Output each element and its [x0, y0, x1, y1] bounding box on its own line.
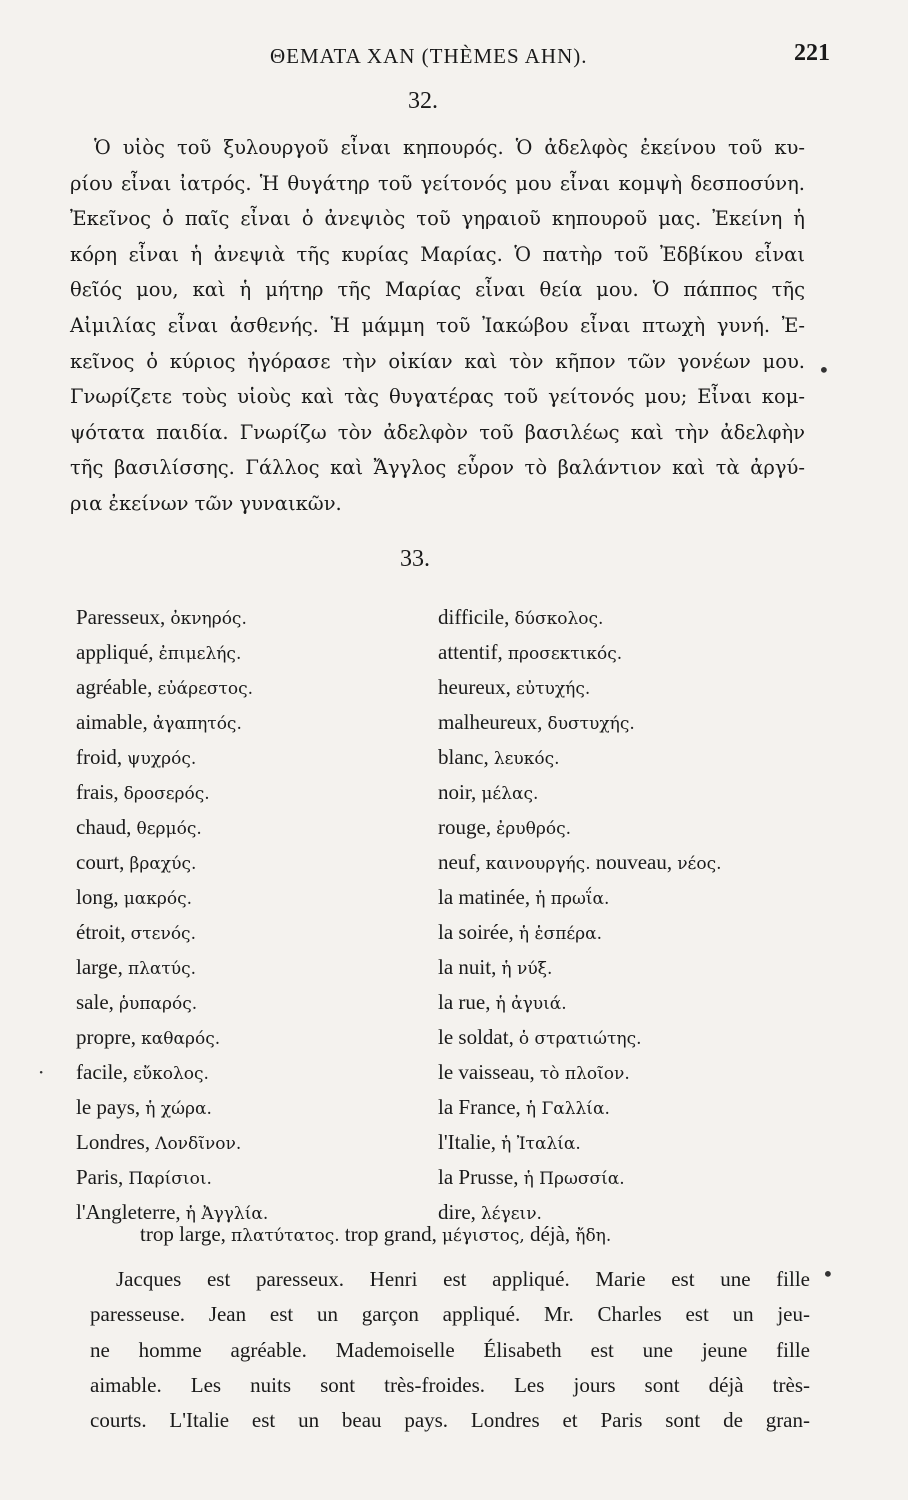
vocab-entry: [438, 1125, 818, 1160]
french-word: malheureux,: [438, 710, 543, 734]
french-word: le vaisseau,: [438, 1060, 535, 1084]
text-line: paresseuse. Jean est un garçon appliqué. Mr. Charles est un jeu-: [90, 1302, 810, 1327]
greek-word: ἀγαπητός.: [152, 714, 242, 734]
vocab-entry: [76, 1090, 436, 1125]
text-line: ρίου εἶναι ἰατρός. Ἡ θυγάτηρ τοῦ γείτονός μου εἶναι κομψὴ δεσποσύνη.: [70, 171, 805, 195]
greek-word: βραχύς.: [129, 854, 197, 874]
french-word: chaud,: [76, 815, 132, 839]
text-line: ρια ἐκείνων τῶν γυναικῶν.: [70, 491, 342, 515]
page-number: 221: [794, 40, 830, 66]
vocab-entry: [76, 705, 436, 740]
greek-word: καινουργής.: [485, 854, 591, 874]
greek-word: ἡ ἑσπέρα.: [518, 924, 603, 944]
vocab-entry: [76, 775, 436, 810]
greek-word: νέος.: [677, 854, 722, 874]
text-line: Ὁ υἱὸς τοῦ ξυλουργοῦ εἶναι κηπουρός. Ὁ ἀδελφὸς ἐκείνου τοῦ κυ-: [94, 136, 805, 159]
vocab-entry: [438, 880, 818, 915]
greek-word: δυστυχής.: [547, 714, 635, 734]
greek-word: ἡ νύξ.: [501, 959, 553, 979]
vocab-entry: [76, 950, 436, 985]
french-word: sale,: [76, 990, 114, 1014]
french-word: noir,: [438, 780, 477, 804]
vocab-entry: [76, 1125, 436, 1160]
greek-word: εὔκολος.: [132, 1064, 209, 1084]
greek-word: θερμός.: [136, 819, 202, 839]
vocab-entry: [438, 1090, 818, 1125]
french-word: frais,: [76, 780, 119, 804]
vocab-entry: [76, 1160, 436, 1195]
greek-word: Λονδῖνον.: [155, 1134, 242, 1154]
text-line: κεῖνος ὁ κύριος ἠγόρασε τὴν οἰκίαν καὶ τὸν κῆπον τῶν γονέων μου.: [70, 349, 805, 373]
vocabulary-column-right: [438, 600, 818, 1230]
text-line: ne homme agréable. Mademoiselle Élisabeth est une jeune fille: [90, 1337, 810, 1362]
greek-word: ἤδη.: [575, 1226, 612, 1246]
french-word: froid,: [76, 745, 123, 769]
running-head: ΘΕΜΑΤΑ ΧΑΝ (THÈMES AHN).: [270, 44, 588, 68]
french-word: la France,: [438, 1095, 521, 1119]
text-line: aimable. Les nuits sont très-froides. Les jours sont déjà très-: [90, 1372, 810, 1397]
greek-word: ἐπιμελής.: [158, 644, 242, 664]
french-word: heureux,: [438, 675, 511, 699]
text-line: Γνωρίζετε τοὺς υἱοὺς καὶ τὰς θυγατέρας τοῦ γείτονός μου; Εἶναι κομ-: [70, 385, 805, 409]
french-word: Londres,: [76, 1130, 151, 1154]
greek-word: τὸ πλοῖον.: [539, 1064, 630, 1084]
greek-word: ψυχρός.: [127, 749, 197, 769]
greek-word: ἡ ἀγυιά.: [495, 994, 567, 1014]
french-word: blanc,: [438, 745, 489, 769]
ink-blot-mark: •: [818, 358, 830, 382]
vocab-entry: [438, 705, 818, 740]
vocab-entry: [438, 775, 818, 810]
french-word: l'Angleterre,: [76, 1200, 181, 1224]
greek-word: στενός.: [130, 924, 196, 944]
greek-word: ὁ στρατιώτης.: [518, 1029, 642, 1049]
vocab-entry: [438, 670, 818, 705]
vocab-entry: [438, 600, 818, 635]
french-word: rouge,: [438, 815, 492, 839]
greek-word: ἡ Πρωσσία.: [523, 1169, 625, 1189]
french-word: large,: [76, 955, 123, 979]
vocab-entry: [76, 845, 436, 880]
text-line: Αἰμιλίας εἶναι ἀσθενής. Ἡ μάμμη τοῦ Ἰακώβου εἶναι πτωχὴ γυνή. Ἐ-: [70, 313, 805, 337]
french-word: agréable,: [76, 675, 153, 699]
greek-word: μέλας.: [481, 784, 539, 804]
greek-word: εὐάρεστος.: [157, 679, 254, 699]
vocab-entry: [76, 1055, 436, 1090]
french-word: appliqué,: [76, 640, 154, 664]
vocab-entry: [438, 810, 818, 845]
vocab-entry: [438, 1020, 818, 1055]
text-line: Jacques est paresseux. Henri est appliqué. Marie est une fille: [116, 1267, 810, 1291]
greek-word: λέγειν.: [481, 1204, 542, 1224]
text-line: courts. L'Italie est un beau pays. Londres et Paris sont de gran-: [90, 1408, 810, 1433]
greek-word: προσεκτικός.: [507, 644, 623, 664]
french-word: étroit,: [76, 920, 126, 944]
text-line: κόρη εἶναι ἡ ἀνεψιὰ τῆς κυρίας Μαρίας. Ὁ πατὴρ τοῦ Ἐδβίκου εἶναι: [70, 242, 805, 266]
french-word: neuf,: [438, 850, 481, 874]
french-word: la rue,: [438, 990, 491, 1014]
vocab-entry: [76, 880, 436, 915]
greek-word: δροσερός.: [123, 784, 210, 804]
vocab-entry: [438, 1160, 818, 1195]
french-word: la nuit,: [438, 955, 497, 979]
french-word: facile,: [76, 1060, 128, 1084]
french-word: la soirée,: [438, 920, 514, 944]
greek-exercise-paragraph: [70, 130, 805, 522]
vocab-entry: [438, 1055, 818, 1090]
greek-word: δύσκολος.: [514, 609, 604, 629]
greek-word: ἡ πρωΐα.: [535, 889, 610, 909]
vocab-entry: [76, 915, 436, 950]
french-word: dire,: [438, 1200, 476, 1224]
greek-word: ἐρυθρός.: [496, 819, 572, 839]
french-word: le soldat,: [438, 1025, 514, 1049]
french-word: trop grand,: [344, 1222, 437, 1246]
vocab-entry: [76, 635, 436, 670]
text-line: ψότατα παιδία. Γνωρίζω τὸν ἀδελφὸν τοῦ βασιλέως καὶ τὴν ἀδελφὴν: [70, 420, 805, 444]
vocab-entry: [438, 740, 818, 775]
french-word: nouveau,: [595, 850, 673, 874]
greek-word: ἡ Ἀγγλία.: [185, 1204, 269, 1224]
vocab-entry: [76, 600, 436, 635]
greek-word: ἡ χώρα.: [145, 1099, 212, 1119]
french-word: le pays,: [76, 1095, 141, 1119]
greek-word: καθαρός.: [141, 1029, 221, 1049]
vocab-entry: [438, 985, 818, 1020]
french-word: la matinée,: [438, 885, 531, 909]
vocab-entry: [76, 740, 436, 775]
ink-blot-mark: •: [822, 1262, 834, 1286]
vocab-entry: [76, 985, 436, 1020]
greek-word: ἡ Ἰταλία.: [501, 1134, 581, 1154]
text-line: Ἐκεῖνος ὁ παῖς εἶναι ὁ ἀνεψιὸς τοῦ γηραιοῦ κηπουροῦ μας. Ἐκείνη ἡ: [70, 207, 805, 231]
french-word: la Prusse,: [438, 1165, 519, 1189]
vocab-entry: [438, 915, 818, 950]
ink-blot-mark: ·: [38, 1060, 45, 1084]
french-word: long,: [76, 885, 119, 909]
french-word: attentif,: [438, 640, 503, 664]
vocab-entry: [76, 670, 436, 705]
greek-word: λευκός.: [493, 749, 560, 769]
french-word: court,: [76, 850, 125, 874]
vocab-trop-line: [140, 1222, 611, 1247]
vocab-entry: [76, 810, 436, 845]
greek-word: ὀκνηρός.: [170, 609, 247, 629]
greek-word: ῥυπαρός.: [119, 994, 198, 1014]
text-line: τῆς βασιλίσσης. Γάλλος καὶ Ἄγγλος εὗρον τὸ βαλάντιον καὶ τὰ ἀργύ-: [70, 456, 805, 480]
french-word: l'Italie,: [438, 1130, 497, 1154]
vocab-entry: [438, 635, 818, 670]
greek-word: μακρός.: [123, 889, 192, 909]
greek-word: εὐτυχής.: [515, 679, 591, 699]
french-word: difficile,: [438, 605, 510, 629]
section-number-32: 32.: [408, 88, 438, 114]
vocabulary-column-left: [76, 600, 436, 1230]
vocab-entry: [76, 1020, 436, 1055]
french-word: trop large,: [140, 1222, 226, 1246]
french-exercise-paragraph: [90, 1262, 810, 1438]
greek-word: πλατύτατος.: [231, 1226, 340, 1246]
french-word: Paresseux,: [76, 605, 166, 629]
vocab-entry: [438, 950, 818, 985]
section-number-33: 33.: [400, 546, 430, 572]
french-word: aimable,: [76, 710, 148, 734]
greek-word: ἡ Γαλλία.: [525, 1099, 610, 1119]
greek-word: μέγιστος,: [441, 1226, 525, 1246]
greek-word: Παρίσιοι.: [128, 1169, 212, 1189]
text-line: θεῖός μου, καὶ ἡ μήτηρ τῆς Μαρίας εἶναι θεία μου. Ὁ πάππος τῆς: [70, 278, 805, 302]
french-word: déjà,: [529, 1222, 571, 1246]
french-word: Paris,: [76, 1165, 124, 1189]
page-header: [70, 40, 830, 80]
greek-word: πλατύς.: [127, 959, 197, 979]
vocab-entry: [438, 845, 818, 880]
french-word: propre,: [76, 1025, 137, 1049]
